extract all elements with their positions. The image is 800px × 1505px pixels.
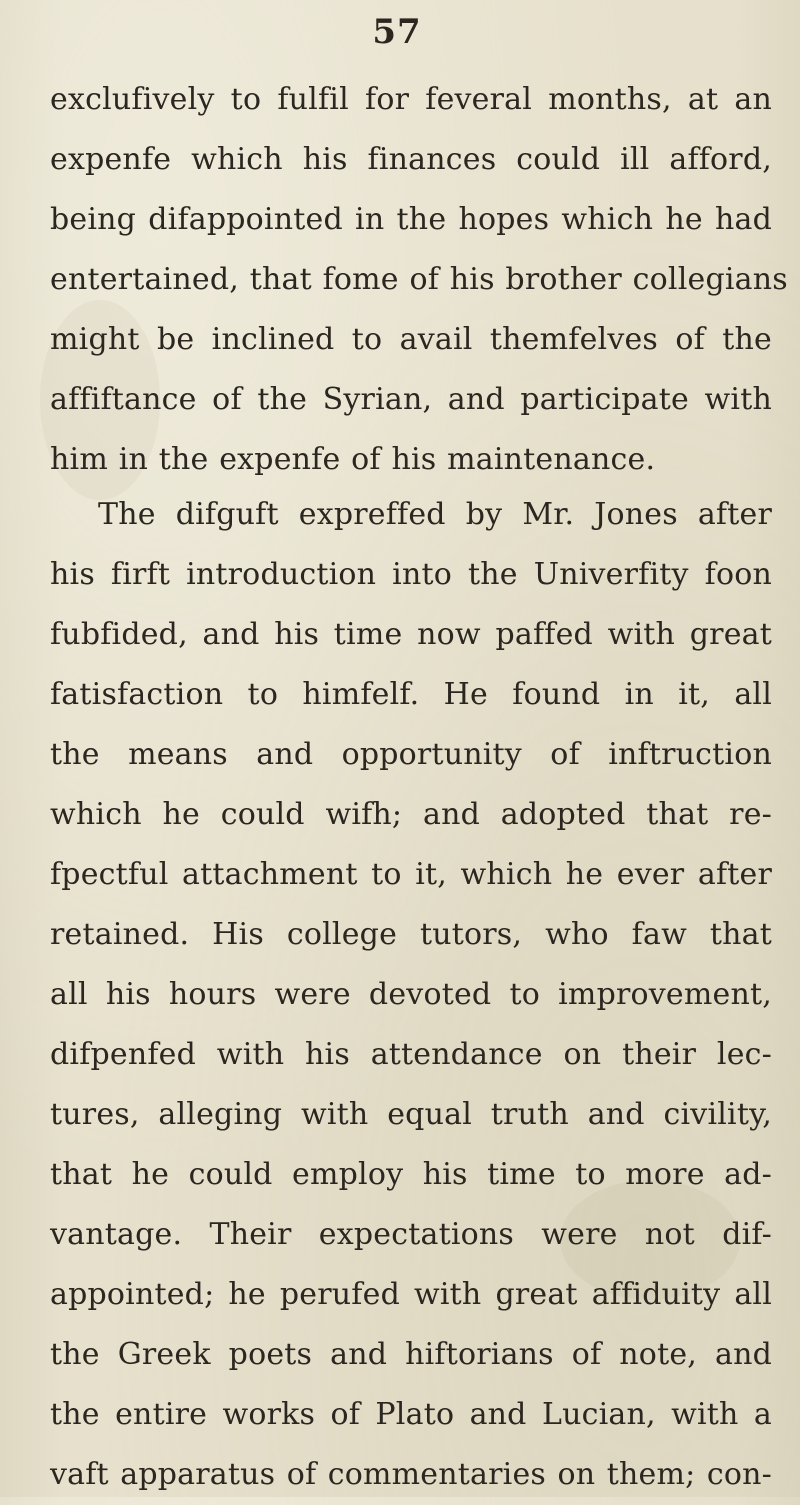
- page-number: 57: [372, 12, 422, 52]
- text-line: retained. His college tutors, who faw that: [50, 917, 772, 952]
- text-line: appointed; he perufed with great affiduity all: [50, 1277, 772, 1312]
- text-line: fpectful attachment to it, which he ever after: [50, 857, 772, 892]
- text-line: which he could wifh; and adopted that re-: [50, 797, 772, 832]
- text-line: affiftance of the Syrian, and participate with: [50, 382, 772, 417]
- text-line: the Greek poets and hiftorians of note, and: [50, 1337, 772, 1372]
- text-line: exclufively to fulfil for feveral months, at an: [50, 82, 772, 117]
- text-line: being difappointed in the hopes which he had: [50, 202, 772, 237]
- text-line: vantage. Their expectations were not dif-: [50, 1217, 772, 1252]
- text-line: his firft introduction into the Univerfity foon: [50, 557, 772, 592]
- text-line: the entire works of Plato and Lucian, with a: [50, 1397, 772, 1432]
- text-line: The difguft expreffed by Mr. Jones after: [98, 497, 772, 532]
- text-line: that he could employ his time to more ad-: [50, 1157, 772, 1192]
- text-line: fatisfaction to himfelf. He found in it, all: [50, 677, 772, 712]
- text-line: difpenfed with his attendance on their lec-: [50, 1037, 772, 1072]
- text-line: tures, alleging with equal truth and civility,: [50, 1097, 772, 1132]
- text-line: the means and opportunity of inftruction: [50, 737, 772, 772]
- text-line: entertained, that fome of his brother collegians: [50, 262, 788, 297]
- text-line: him in the expenfe of his maintenance.: [50, 442, 656, 477]
- text-line: all his hours were devoted to improvement,: [50, 977, 772, 1012]
- text-line: might be inclined to avail themfelves of the: [50, 322, 772, 357]
- text-line: expenfe which his finances could ill afford,: [50, 142, 772, 177]
- text-line: vaft apparatus of commentaries on them; con-: [50, 1457, 772, 1492]
- text-line: fubfided, and his time now paffed with great: [50, 617, 772, 652]
